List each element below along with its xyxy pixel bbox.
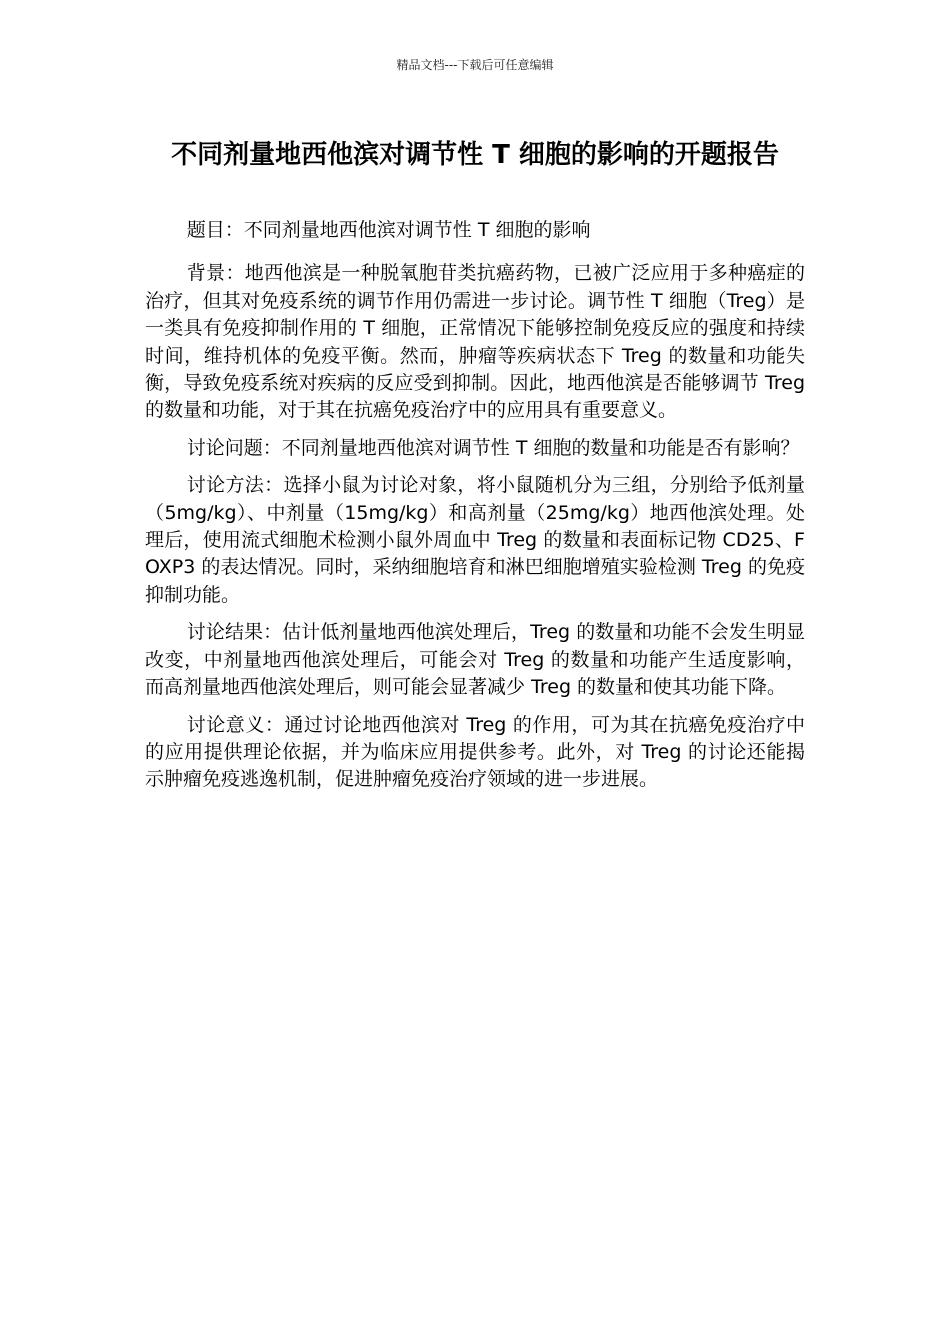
document-body	[145, 217, 805, 804]
header-note: 精品文档---下载后可任意编辑	[396, 58, 554, 72]
document-title: 不同剂量地西他滨对调节性 T 细胞的影响的开题报告	[171, 140, 779, 170]
paragraph-significance: 讨论意义：通过讨论地西他滨对 Treg 的作用，可为其在抗癌免疫治疗中的应用提供理论依据，并为临床应用提供参考。此外，对 Treg 的讨论还能揭示肿瘤免疫逃逸机制，促进肿瘤免疫治疗领域的进一步进展。	[145, 713, 805, 791]
paragraph-result: 讨论结果：估计低剂量地西他滨处理后，Treg 的数量和功能不会发生明显改变，中剂量地西他滨处理后，可能会对 Treg 的数量和功能产生适度影响，而高剂量地西他滨处理后，则可能会显著减少 Treg 的数量和使其功能下降。	[145, 621, 805, 699]
paragraph-question: 讨论问题：不同剂量地西他滨对调节性 T 细胞的数量和功能是否有影响？	[186, 436, 800, 459]
paragraph-background: 背景：地西他滨是一种脱氧胞苷类抗癌药物，已被广泛应用于多种癌症的治疗，但其对免疫系统的调节作用仍需进一步讨论。调节性 T 细胞（Treg）是一类具有免疫抑制作用的 T 细胞，正常情况下能够控制免疫反应的强度和持续时间，维持机体的免疫平衡。然而，肿瘤等疾病状态下 Treg 的数量和功能失衡，导致免疫系统对疾病的反应受到抑制。因此，地西他滨是否能够调节 Treg 的数量和功能，对于其在抗癌免疫治疗中的应用具有重要意义。	[145, 262, 805, 422]
paragraph-method: 讨论方法：选择小鼠为讨论对象，将小鼠随机分为三组，分别给予低剂量（5mg/kg）、中剂量（15mg/kg）和高剂量（25mg/kg）地西他滨处理。处理后，使用流式细胞术检测小鼠外周血中 Treg 的数量和表面标记物 CD25、FOXP3 的表达情况。同时，采纳细胞培育和淋巴细胞增殖实验检测 Treg 的免疫抑制功能。	[145, 474, 805, 606]
paragraph-topic: 题目：不同剂量地西他滨对调节性 T 细胞的影响	[186, 219, 591, 241]
